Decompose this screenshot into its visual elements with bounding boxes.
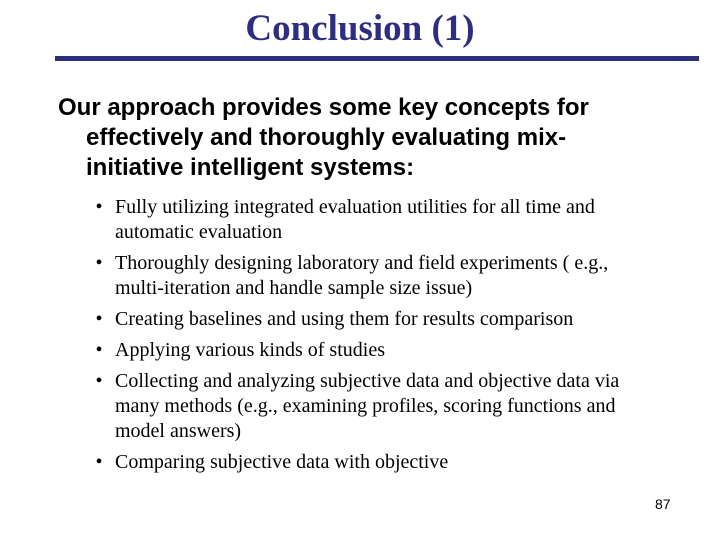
bullet-list — [88, 195, 688, 481]
bullet-icon: • — [95, 196, 103, 218]
bullet-text-line: Creating baselines and using them for results comparison — [115, 308, 574, 330]
bullet-icon: • — [95, 339, 103, 361]
intro-line: effectively and thoroughly evaluating mix- — [86, 124, 567, 151]
bullet-text-line: Fully utilizing integrated evaluation utilities for all time and — [115, 196, 595, 218]
list-item — [88, 369, 688, 444]
intro-line: Our approach provides some key concepts for — [58, 94, 589, 121]
bullet-text-line: Collecting and analyzing subjective data and objective data via — [115, 370, 620, 392]
title-underline — [55, 56, 699, 61]
list-item — [88, 251, 688, 301]
bullet-icon: • — [95, 451, 103, 473]
bullet-text-line: multi-iteration and handle sample size issue) — [115, 277, 473, 299]
slide-title: Conclusion (1) — [245, 8, 475, 49]
list-item — [88, 307, 688, 332]
bullet-icon: • — [95, 370, 103, 392]
bullet-text-line: many methods (e.g., examining profiles, scoring functions and — [115, 395, 616, 417]
bullet-text-line: Comparing subjective data with objective — [115, 451, 449, 473]
bullet-text-line: model answers) — [115, 420, 242, 442]
page-number: 87 — [655, 496, 671, 512]
list-item — [88, 195, 688, 245]
list-item — [88, 338, 688, 363]
intro-line: initiative intelligent systems: — [86, 154, 415, 181]
bullet-icon: • — [95, 308, 103, 330]
bullet-text-line: Applying various kinds of studies — [115, 339, 385, 361]
intro-paragraph — [58, 93, 658, 183]
bullet-text-line: Thoroughly designing laboratory and field experiments ( e.g., — [115, 252, 609, 274]
bullet-icon: • — [95, 252, 103, 274]
bullet-text-line: automatic evaluation — [115, 221, 283, 243]
list-item — [88, 450, 688, 475]
